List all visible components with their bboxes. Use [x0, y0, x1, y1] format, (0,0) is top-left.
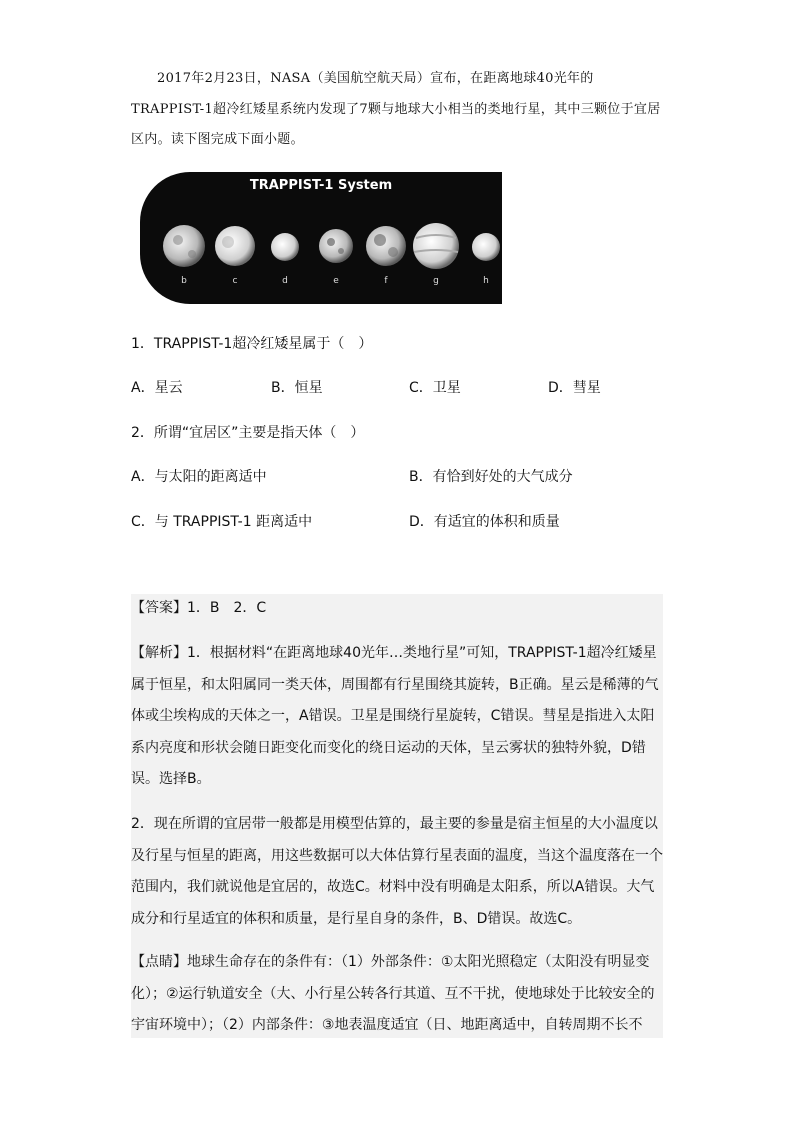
- analysis-paragraph-1: [131, 638, 663, 796]
- answer-tag: 【答案】: [131, 600, 187, 616]
- analysis-text-1: 1．根据材料“在距离地球40光年…类地行星”可知，TRAPPIST-1超冷红矮星属于恒星，和太阳属同一类天体，周围都有行星围绕其旋转，B正确。星云是稀薄的气体或尘埃构成的天体之一，A错误。卫星是围绕行星旋转，C错误。彗星是指进入太阳系内亮度和形状会随日距变化而变化的绕日运动的天体，呈云雾状的独特外貌，D错误。选择B。: [131, 645, 659, 787]
- q1-option-b: B．恒星: [271, 380, 323, 396]
- question-1-stem: 1．TRAPPIST-1超冷红矮星属于（ ）: [131, 336, 373, 352]
- q2-option-d: D．有适宜的体积和质量: [409, 514, 560, 530]
- intro-paragraph: 2017年2月23日，NASA（美国航空航天局）宣布，在距离地球40光年的TRAPPIST-1超冷红矮星系统内发现了7颗与地球大小相当的类地行星，其中三颗位于宜居区内。读下图完成下面小题。: [131, 71, 661, 147]
- planet-f: [366, 226, 406, 266]
- q1-option-a: A．星云: [131, 380, 183, 396]
- q2-option-c: C．与 TRAPPIST-1 距离适中: [131, 514, 313, 530]
- planet-e: [319, 229, 353, 263]
- q1-option-c: C．卫星: [409, 380, 461, 396]
- answer-text: 1．B 2．C: [187, 600, 267, 616]
- q2-option-a: A．与太阳的距离适中: [131, 469, 267, 485]
- planet-label: e: [333, 276, 339, 286]
- q1-option-d: D．彗星: [548, 380, 601, 396]
- planet-b: [163, 225, 205, 267]
- trappist-system-figure: [140, 172, 502, 304]
- planet-c: [215, 226, 255, 266]
- planet-label: f: [384, 276, 388, 286]
- dianjing-paragraph: [131, 947, 663, 1042]
- dianjing-tag: 【点睛】: [131, 954, 187, 970]
- figure-title: TRAPPIST-1 System: [249, 178, 393, 193]
- analysis-tag: 【解析】: [131, 645, 187, 661]
- answer-line: [131, 593, 663, 625]
- planet-label: h: [483, 276, 489, 286]
- dianjing-text: 地球生命存在的条件有：（1）外部条件：①太阳光照稳定（太阳没有明显变化）；②运行轨道安全（大、小行星公转各行其道、互不干扰，使地球处于比较安全的宇宙环境中）；（2）内部条件：③地表温度适宜（日、地距离适中，自转周期不长不: [131, 954, 655, 1033]
- planet-label: c: [232, 276, 238, 286]
- planet-d: [271, 233, 299, 261]
- planet-g: [413, 223, 459, 269]
- q2-option-b: B．有恰到好处的大气成分: [409, 469, 573, 485]
- analysis-paragraph-2: 2．现在所谓的宜居带一般都是用模型估算的，最主要的参量是宿主恒星的大小温度以及行星与恒星的距离，用这些数据可以大体估算行星表面的温度，当这个温度落在一个范围内，我们就说他是宜居的，故选C。材料中没有明确是太阳系，所以A错误。大气成分和行星适宜的体积和质量，是行星自身的条件，B、D错误。故选C。: [131, 816, 663, 927]
- question-2-stem: 2．所谓“宜居区”主要是指天体（ ）: [131, 425, 365, 441]
- planet-label: d: [282, 276, 288, 286]
- planet-h: [472, 233, 500, 261]
- planet-label: g: [433, 276, 439, 286]
- planet-label: b: [181, 276, 187, 286]
